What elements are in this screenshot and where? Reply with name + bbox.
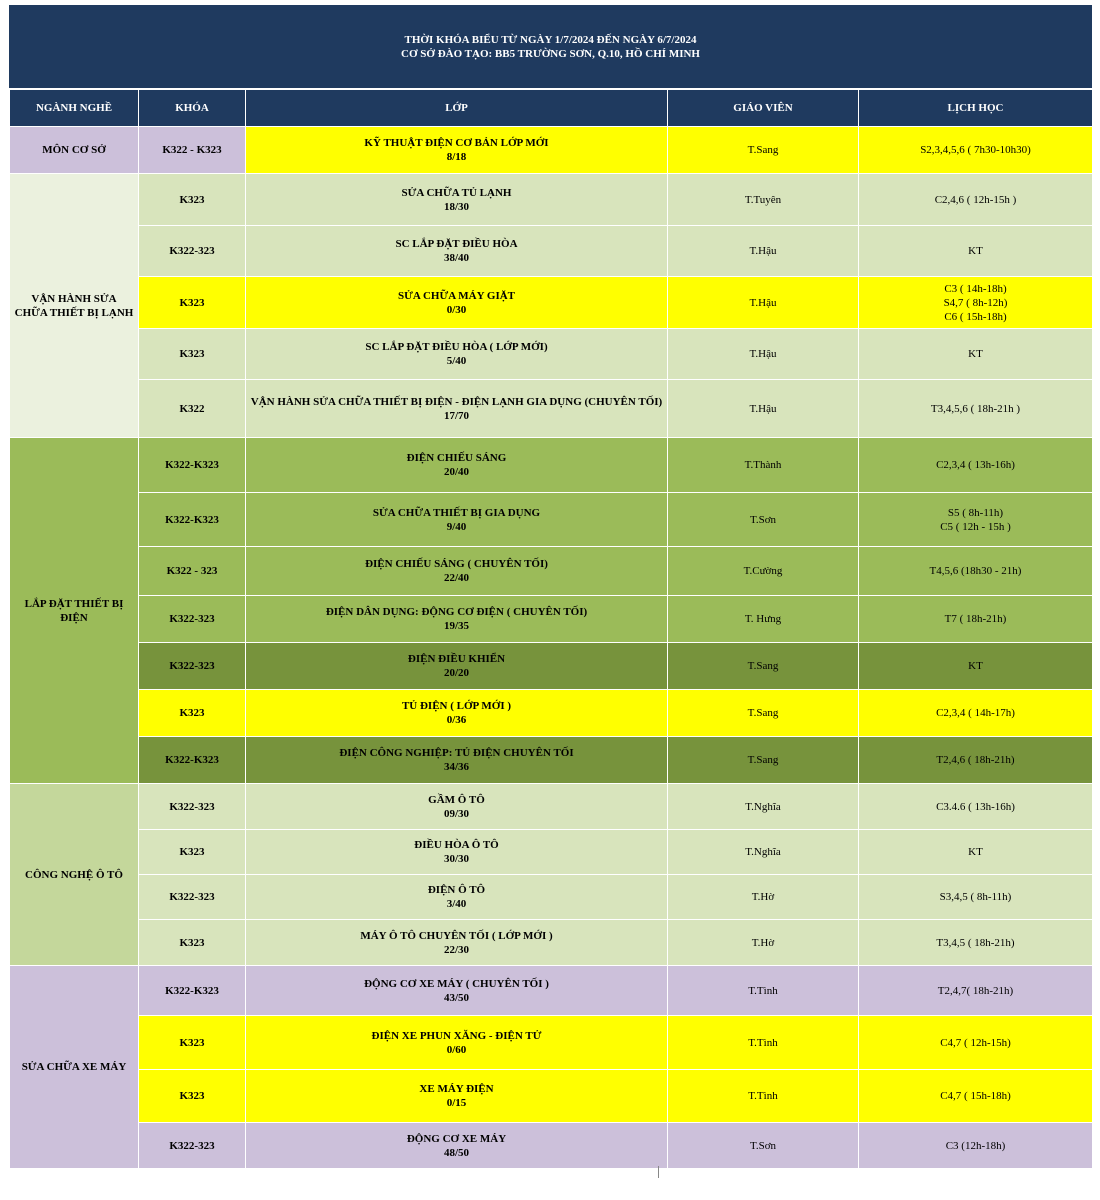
- khoa-cell: K323: [139, 174, 246, 226]
- lich-hoc-cell: [859, 493, 1093, 547]
- class-name: ĐIỆN XE PHUN XĂNG - ĐIỆN TỬ: [371, 1029, 542, 1042]
- lich-hoc-cell: [859, 547, 1093, 596]
- giao-vien-cell: T.Tình: [668, 1016, 859, 1070]
- giao-vien-cell: T. Hưng: [668, 596, 859, 643]
- lich-hoc-cell: [859, 875, 1093, 920]
- khoa-cell: K322-K323: [139, 966, 246, 1016]
- class-enrollment: 0/36: [446, 714, 467, 726]
- table-row: [10, 1070, 1093, 1123]
- schedule-line: C2,4,6 ( 12h-15h ): [934, 193, 1017, 206]
- class-name: ĐIỀU HÒA Ô TÔ: [414, 839, 499, 851]
- lop-cell: [246, 329, 668, 380]
- schedule-line: C3 (12h-18h): [945, 1139, 1006, 1152]
- table-row: [10, 596, 1093, 643]
- lop-cell: [246, 643, 668, 690]
- table-row: [10, 547, 1093, 596]
- khoa-cell: K322-323: [139, 784, 246, 830]
- lich-hoc-cell: [859, 920, 1093, 966]
- schedule-line: KT: [968, 660, 983, 672]
- schedule-title: [9, 5, 1092, 89]
- schedule-line: S3,4,5 ( 8h-11h): [939, 891, 1012, 903]
- class-name: ĐIỆN CHIẾU SÁNG ( CHUYÊN TỐI): [365, 558, 548, 570]
- schedule-line: T3,4,5 ( 18h-21h): [936, 936, 1015, 949]
- giao-vien-cell: T.Tuyên: [668, 174, 859, 226]
- header-nganh-nghe: NGÀNH NGHỀ: [10, 90, 139, 127]
- lich-hoc-cell: [859, 1016, 1093, 1070]
- lop-cell: [246, 596, 668, 643]
- table-row: [10, 737, 1093, 784]
- giao-vien-cell: T.Hậu: [668, 226, 859, 277]
- lich-hoc-cell: [859, 380, 1093, 438]
- trailing-border: [658, 1166, 659, 1178]
- schedule-line: S4,7 ( 8h-12h): [943, 296, 1008, 309]
- lich-hoc-cell: [859, 329, 1093, 380]
- schedule-table: [9, 89, 1093, 1169]
- schedule-line: S2,3,4,5,6 ( 7h30-10h30): [920, 144, 1031, 156]
- giao-vien-cell: T.Sang: [668, 737, 859, 784]
- class-enrollment: 17/70: [443, 409, 470, 422]
- giao-vien-cell: T.Thành: [668, 438, 859, 493]
- class-enrollment: 48/50: [443, 1146, 470, 1159]
- lop-cell: [246, 966, 668, 1016]
- class-enrollment: 30/30: [443, 853, 470, 865]
- schedule-line: C3 ( 14h-18h): [944, 282, 1007, 295]
- khoa-cell: K323: [139, 1070, 246, 1123]
- lop-cell: [246, 784, 668, 830]
- schedule-line: C2,3,4 ( 14h-17h): [936, 707, 1015, 719]
- khoa-cell: K322-323: [139, 1123, 246, 1169]
- class-name: ĐIỆN Ô TÔ: [427, 884, 486, 896]
- class-enrollment: 3/40: [446, 898, 467, 910]
- khoa-cell: K322-323: [139, 226, 246, 277]
- lop-cell: [246, 690, 668, 737]
- table-row: [10, 329, 1093, 380]
- lich-hoc-cell: [859, 690, 1093, 737]
- nganh-nghe-cell: LẮP ĐẶT THIẾT BỊ ĐIỆN: [10, 438, 139, 784]
- class-enrollment: 09/30: [443, 807, 470, 820]
- header-row: [10, 90, 1093, 127]
- giao-vien-cell: T.Sơn: [668, 493, 859, 547]
- schedule-line: KT: [968, 348, 983, 360]
- khoa-cell: K322-323: [139, 643, 246, 690]
- class-enrollment: 34/36: [443, 761, 470, 773]
- lich-hoc-cell: [859, 643, 1093, 690]
- header-lich-hoc: LỊCH HỌC: [859, 90, 1093, 127]
- class-name: XE MÁY ĐIỆN: [419, 1083, 494, 1095]
- lich-hoc-cell: [859, 596, 1093, 643]
- class-name: ĐỘNG CƠ XE MÁY ( CHUYÊN TỐI ): [364, 977, 549, 990]
- class-enrollment: 20/20: [443, 667, 470, 679]
- giao-vien-cell: T.Sang: [668, 690, 859, 737]
- schedule-line: S5 ( 8h-11h): [947, 506, 1004, 519]
- lich-hoc-cell: [859, 737, 1093, 784]
- giao-vien-cell: T.Tình: [668, 1070, 859, 1123]
- schedule-line: C6 ( 15h-18h): [944, 310, 1007, 323]
- class-enrollment: 38/40: [443, 252, 470, 264]
- table-row: [10, 830, 1093, 875]
- khoa-cell: K323: [139, 690, 246, 737]
- nganh-nghe-cell: MÔN CƠ SỞ: [10, 127, 139, 174]
- class-enrollment: 5/40: [446, 355, 467, 367]
- schedule-line: C2,3,4 ( 13h-16h): [936, 459, 1015, 471]
- giao-vien-cell: T.Tình: [668, 966, 859, 1016]
- schedule-sheet: [9, 5, 1092, 1169]
- class-name: KỸ THUẬT ĐIỆN CƠ BẢN LỚP MỚI: [364, 137, 549, 149]
- title-line-1: THỜI KHÓA BIỂU TỪ NGÀY 1/7/2024 ĐẾN NGÀY 6/7/2024: [404, 33, 697, 46]
- table-row: [10, 784, 1093, 830]
- schedule-line: C4,7 ( 15h-18h): [940, 1090, 1011, 1102]
- table-row: [10, 127, 1093, 174]
- khoa-cell: K323: [139, 277, 246, 329]
- giao-vien-cell: T.Nghĩa: [668, 784, 859, 830]
- giao-vien-cell: T.Sang: [668, 127, 859, 174]
- lich-hoc-cell: [859, 1123, 1093, 1169]
- schedule-line: T2,4,6 ( 18h-21h): [936, 754, 1015, 766]
- table-row: [10, 493, 1093, 547]
- class-name: SỬA CHỮA THIẾT BỊ GIA DỤNG: [372, 506, 541, 519]
- class-enrollment: 18/30: [443, 200, 470, 213]
- giao-vien-cell: T.Hờ: [668, 875, 859, 920]
- schedule-line: KT: [968, 846, 983, 858]
- khoa-cell: K322-K323: [139, 438, 246, 493]
- lop-cell: [246, 547, 668, 596]
- class-name: SỬA CHỮA MÁY GIẶT: [397, 289, 516, 302]
- class-name: VẬN HÀNH SỬA CHỮA THIẾT BỊ ĐIỆN - ĐIỆN LẠNH GIA DỤNG (CHUYÊN TỐI): [250, 395, 663, 408]
- lich-hoc-cell: [859, 830, 1093, 875]
- schedule-line: KT: [968, 245, 983, 257]
- class-enrollment: 8/18: [446, 151, 467, 163]
- class-name: MÁY Ô TÔ CHUYÊN TỐI ( LỚP MỚI ): [360, 929, 553, 942]
- giao-vien-cell: T.Hậu: [668, 277, 859, 329]
- table-row: [10, 966, 1093, 1016]
- giao-vien-cell: T.Hậu: [668, 329, 859, 380]
- class-enrollment: 19/35: [443, 620, 470, 632]
- class-name: ĐIỆN CHIẾU SÁNG: [406, 452, 507, 464]
- schedule-body: [10, 127, 1093, 1169]
- header-lop: LỚP: [246, 90, 668, 127]
- lop-cell: [246, 1070, 668, 1123]
- table-row: [10, 1123, 1093, 1169]
- schedule-line: T7 ( 18h-21h): [944, 613, 1007, 625]
- giao-vien-cell: T.Hờ: [668, 920, 859, 966]
- schedule-line: C5 ( 12h - 15h ): [940, 520, 1011, 533]
- lich-hoc-cell: [859, 966, 1093, 1016]
- khoa-cell: K323: [139, 1016, 246, 1070]
- table-row: [10, 277, 1093, 329]
- lop-cell: [246, 1016, 668, 1070]
- class-name: ĐIỆN ĐIỀU KHIỂN: [407, 653, 506, 665]
- schedule-line: T4,5,6 (18h30 - 21h): [929, 565, 1022, 577]
- lop-cell: [246, 920, 668, 966]
- lich-hoc-cell: [859, 226, 1093, 277]
- class-enrollment: 9/40: [446, 520, 467, 533]
- lich-hoc-cell: [859, 174, 1093, 226]
- class-name: TỦ ĐIỆN ( LỚP MỚI ): [401, 700, 512, 712]
- lich-hoc-cell: [859, 784, 1093, 830]
- lop-cell: [246, 737, 668, 784]
- table-row: [10, 226, 1093, 277]
- class-enrollment: 0/30: [446, 303, 467, 316]
- lop-cell: [246, 830, 668, 875]
- lop-cell: [246, 127, 668, 174]
- class-enrollment: 43/50: [443, 991, 470, 1004]
- khoa-cell: K322-323: [139, 596, 246, 643]
- giao-vien-cell: T.Sang: [668, 643, 859, 690]
- nganh-nghe-cell: CÔNG NGHỆ Ô TÔ: [10, 784, 139, 966]
- class-name: SC LẮP ĐẶT ĐIỀU HÒA ( LỚP MỚI): [365, 341, 548, 353]
- lich-hoc-cell: [859, 438, 1093, 493]
- header-khoa: KHÓA: [139, 90, 246, 127]
- class-enrollment: 20/40: [443, 466, 470, 478]
- table-row: [10, 380, 1093, 438]
- khoa-cell: K323: [139, 830, 246, 875]
- nganh-nghe-cell: VẬN HÀNH SỬA CHỮA THIẾT BỊ LẠNH: [10, 174, 139, 438]
- schedule-line: T2,4,7( 18h-21h): [937, 984, 1014, 997]
- table-row: [10, 438, 1093, 493]
- class-name: GẦM Ô TÔ: [428, 793, 485, 806]
- khoa-cell: K323: [139, 329, 246, 380]
- lop-cell: [246, 1123, 668, 1169]
- class-enrollment: 22/40: [443, 572, 470, 584]
- class-enrollment: 22/30: [443, 943, 470, 956]
- table-row: [10, 643, 1093, 690]
- lich-hoc-cell: [859, 1070, 1093, 1123]
- giao-vien-cell: T.Cường: [668, 547, 859, 596]
- khoa-cell: K322 - K323: [139, 127, 246, 174]
- lich-hoc-cell: [859, 277, 1093, 329]
- lich-hoc-cell: [859, 127, 1093, 174]
- header-giao-vien: GIÁO VIÊN: [668, 90, 859, 127]
- khoa-cell: K322 - 323: [139, 547, 246, 596]
- lop-cell: [246, 226, 668, 277]
- class-name: ĐỘNG CƠ XE MÁY: [406, 1132, 507, 1145]
- class-name: SỬA CHỮA TỦ LẠNH: [401, 186, 512, 199]
- giao-vien-cell: T.Hậu: [668, 380, 859, 438]
- schedule-line: C4,7 ( 12h-15h): [940, 1036, 1011, 1049]
- table-row: [10, 1016, 1093, 1070]
- table-row: [10, 875, 1093, 920]
- class-enrollment: 0/15: [446, 1097, 467, 1109]
- lop-cell: [246, 277, 668, 329]
- class-name: ĐIỆN DÂN DỤNG: ĐỘNG CƠ ĐIỆN ( CHUYÊN TỐI): [325, 606, 588, 618]
- schedule-line: C3.4.6 ( 13h-16h): [936, 800, 1015, 813]
- table-row: [10, 690, 1093, 737]
- giao-vien-cell: T.Sơn: [668, 1123, 859, 1169]
- class-enrollment: 0/60: [446, 1043, 467, 1056]
- lop-cell: [246, 875, 668, 920]
- khoa-cell: K322-K323: [139, 737, 246, 784]
- khoa-cell: K323: [139, 920, 246, 966]
- lop-cell: [246, 174, 668, 226]
- khoa-cell: K322: [139, 380, 246, 438]
- table-row: [10, 920, 1093, 966]
- khoa-cell: K322-323: [139, 875, 246, 920]
- table-row: [10, 174, 1093, 226]
- lop-cell: [246, 438, 668, 493]
- class-name: SC LẮP ĐẶT ĐIỀU HÒA: [395, 238, 518, 250]
- title-line-2: CƠ SỞ ĐÀO TẠO: BB5 TRƯỜNG SƠN, Q.10, HỒ CHÍ MINH: [401, 47, 700, 60]
- lop-cell: [246, 380, 668, 438]
- nganh-nghe-cell: SỬA CHỮA XE MÁY: [10, 966, 139, 1169]
- khoa-cell: K322-K323: [139, 493, 246, 547]
- giao-vien-cell: T.Nghĩa: [668, 830, 859, 875]
- lop-cell: [246, 493, 668, 547]
- class-name: ĐIỆN CÔNG NGHIỆP: TỦ ĐIỆN CHUYÊN TỐI: [339, 747, 574, 759]
- schedule-line: T3,4,5,6 ( 18h-21h ): [930, 402, 1021, 415]
